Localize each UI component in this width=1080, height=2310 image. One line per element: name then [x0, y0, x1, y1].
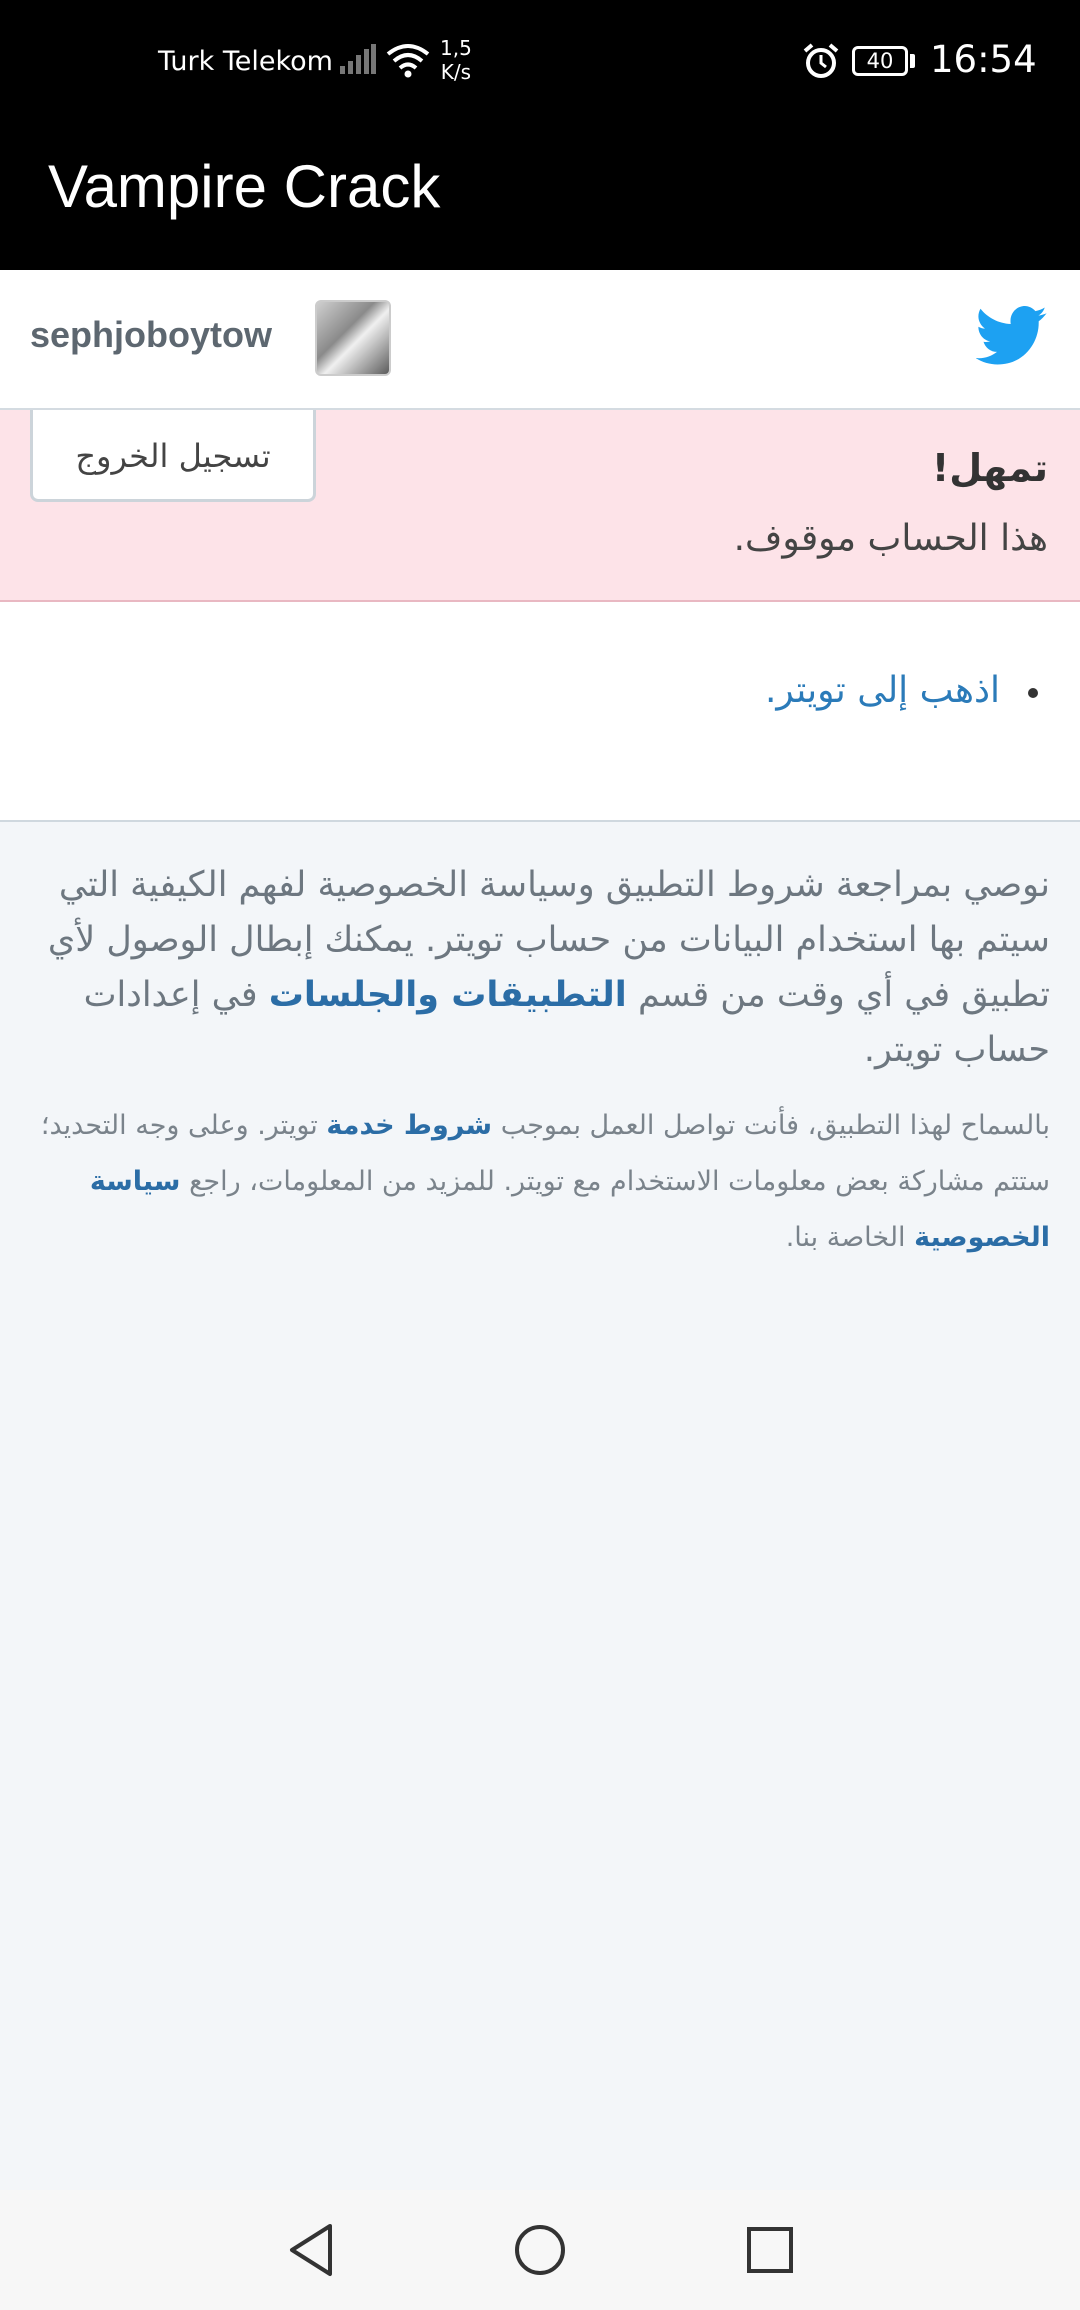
- terms-of-service-link[interactable]: شروط خدمة: [326, 1110, 493, 1141]
- go-to-twitter-link[interactable]: اذهب إلى تويتر.: [764, 670, 1000, 711]
- battery-icon: 40: [852, 46, 908, 76]
- bullet-icon: [1028, 688, 1038, 698]
- username[interactable]: sephjoboytow: [30, 314, 272, 355]
- back-icon[interactable]: [284, 2220, 338, 2284]
- system-nav-bar: [0, 2190, 1080, 2310]
- clock: 16:54: [930, 38, 1037, 81]
- suspended-alert: [0, 410, 1080, 602]
- avatar[interactable]: [315, 300, 391, 376]
- wifi-icon: [386, 42, 430, 82]
- privacy-policy-link[interactable]: سياسة الخصوصية: [89, 1166, 1050, 1253]
- battery-tip: [910, 54, 915, 68]
- twitter-bird-icon[interactable]: [976, 306, 1048, 370]
- app-bar: [0, 124, 1080, 270]
- twitter-header: [0, 270, 1080, 410]
- apps-sessions-link[interactable]: التطبيقات والجلسات: [268, 975, 627, 1015]
- network-speed: 1,5 K/s: [440, 36, 472, 84]
- alert-title: تمهل!: [931, 446, 1048, 490]
- recent-apps-icon[interactable]: [744, 2220, 796, 2284]
- links-section: [0, 602, 1080, 822]
- logout-button[interactable]: تسجيل الخروج: [30, 410, 316, 502]
- status-bar: [0, 0, 1080, 124]
- alarm-icon: [802, 42, 840, 84]
- privacy-info-text: نوصي بمراجعة شروط التطبيق وسياسة الخصوصية لفهم الكيفية التي سيتم بها استخدام البيانات من حساب تويتر. يمكنك إبطال الوصول لأي تطبيق في أي وقت من قسم التطبيقات والجلسات في إعدادات حساب تويتر.: [47, 865, 1050, 1070]
- signal-icon: [340, 44, 376, 78]
- home-icon[interactable]: [512, 2220, 568, 2284]
- app-title: Vampire Crack: [48, 153, 441, 220]
- alert-message: هذا الحساب موقوف.: [733, 518, 1048, 559]
- carrier-name: Turk Telekom: [158, 46, 333, 77]
- terms-fine-print: بالسماح لهذا التطبيق، فأنت تواصل العمل بموجب شروط خدمة تويتر. وعلى وجه التحديد؛ ستتم مشاركة بعض معلومات الاستخدام مع تويتر. للمزيد من المعلومات، راجع سياسة الخصوصية الخاصة بنا.: [40, 1110, 1050, 1253]
